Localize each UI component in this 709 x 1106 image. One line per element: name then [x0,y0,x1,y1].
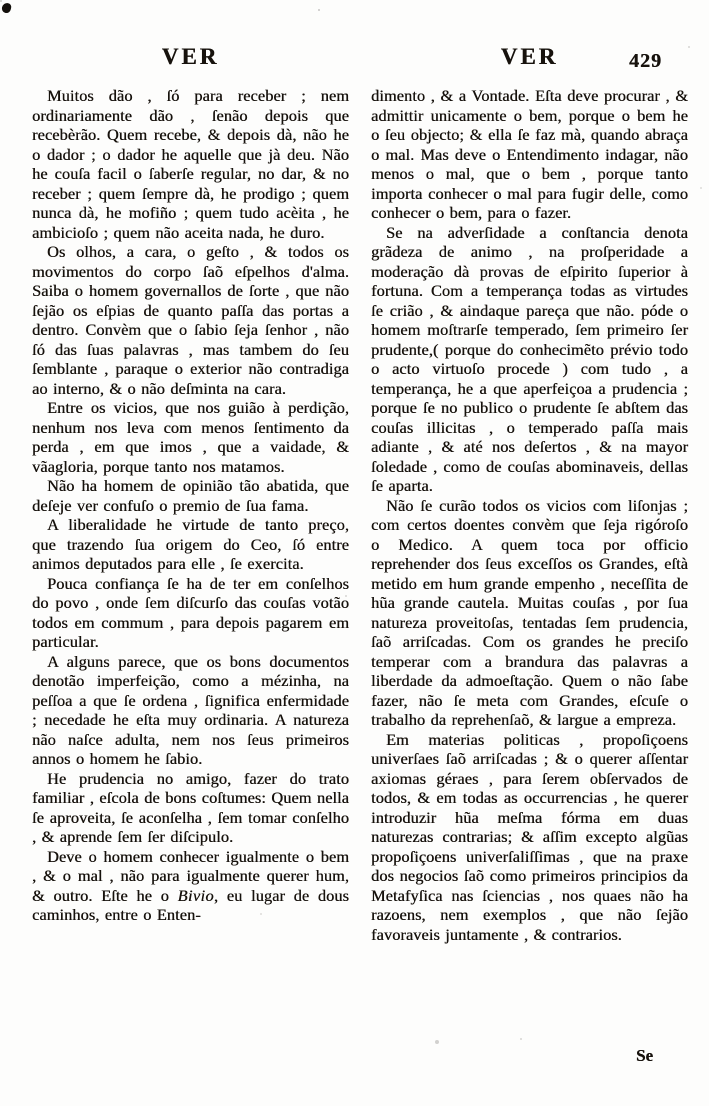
paragraph: Pouca confiança ſe ha de ter em conſelhos do povo , onde ſem diſcurſo das couſas votão todos em commum , para depois pagarem em particular. [32,573,349,651]
paragraph: Muitos dão , ſó para receber ; nem ordinariamente dão , ſenão depois que recebèrão. Quem recebe, & depois dà, não he o dador ; o dador he aquelle que jà deu. Não he couſa facil o ſaberſe regular, no dar, & no receber ; quem ſempre dà, he prodigo ; quem nunca dà, he mofiño ; quem tudo acèita , he ambicioſo ; quem não aceita nada, he duro. [32,86,349,242]
running-title-right-cell [371,44,688,70]
paragraph: A alguns parece, que os bons documentos denotão imperfeição, como a mézinha, na peſſoa a que ſe ordena , ſignifica enfermidade ; necedade he eſta muy ordinaria. A natureza não naſce adulta, nem nos ſeus primeiros annos o homem he ſabio. [32,651,349,768]
text-column-right [371,86,688,944]
paragraph: A liberalidade he virtude de tanto preço, que trazendo ſua origem do Ceo, ſó entre animos deputados para elle , ſe exercita. [32,515,349,573]
paragraph: Se na adverſidade a conſtancia denota grãdeza de animo , na proſperidade a moderação dà provas de eſpirito ſuperior à fortuna. Com a temperança todas as virtudes ſe crião , & aindaque pareça que não. póde o homem moſtrarſe temperado, ſem primeiro ſer prudente,( porque do conhecimẽto prévio todo o acto virtuoſo procede ) com tudo , a temperança, he a que aperfeiçoa a prudencia ; porque ſe no publico o prudente ſe abſtem das couſas illicitas , o temperado paſſa mais adiante , & até nos deſertos , & na mayor ſoledade , como de couſas abominaveis, dellas ſe aparta. [371,222,688,495]
ink-blot [1,2,12,14]
running-title-left: VER [161,44,220,69]
paragraph: dimento , & a Vontade. Eſta deve procurar , & admittir unicamente o bem, porque o bem he o ſeu objecto; & ella ſe faz mà, quando abraça o mal. Mas deve o Entendimento indagar, não menos o mal, que o bem , porque tanto importa conhecer o mal para fugir delle, como conhecer o bem, para o fazer. [371,86,688,222]
catchword: Se [636,1046,653,1065]
page-number: 429 [629,50,662,72]
paragraph: Os olhos, a cara, o geſto , & todos os movimentos do corpo ſaõ eſpelhos d'alma. Saiba o homem governallos de ſorte , que não ſejão os eſpias de quanto paſſa das portas a dentro. Convèm que o ſabio ſeja ſenhor , não ſó das ſuas palavras , mas tambem do ſeu ſemblante , paraque o exterior não contradiga ao interno, & o não deſminta na cara. [32,242,349,398]
paragraph: Entre os vicios, que nos guião à perdição, nenhum nos leva com menos ſentimento da perda , em que imos , que a vaidade, & vãagloria, porque tanto nos matamos. [32,398,349,476]
running-title-right: VER [500,44,559,69]
paragraph: Deve o homem conhecer igualmente o bem , & o mal , não para igualmente querer hum, & outro. Eſte he o Bivio, eu lugar de dous caminhos, entre o Enten- [32,846,349,924]
paragraph: Não ha homem de opinião tão abatida, que deſeje ver confuſo o premio de ſua fama. [32,476,349,515]
paragraph: He prudencia no amigo, fazer do trato familiar , eſcola de bons coſtumes: Quem nella ſe aproveita, ſe aconſelha , ſem tomar conſelho , & aprende ſem ſer diſcipulo. [32,768,349,846]
page-header [32,44,688,70]
paragraph: Em materias politicas , propoſiçoens univerſaes ſaõ arriſcadas ; & o querer aſſentar axiomas géraes , para ſerem obſervados de todos, & em todas as occurrencias , he querer introduzir hũa meſma fórma em duas naturezas contrarias; & aſſim excepto algũas propoſiçoens univerſaliſſimas , que na praxe dos negocios ſaõ como primeiros principios da Metafyſica nas ſciencias , nos quaes não ha razoens, nem exemplos , que não ſejão favoraveis juntamente , & contrarios. [371,729,688,944]
text-column-left [32,86,349,944]
scan-speckles [0,0,2,2]
paragraph: Não ſe curão todos os vicios com liſonjas ; com certos doentes convèm que ſeja rigóroſo o Medico. A quem toca por officio reprehender dos ſeus exceſſos os Grandes, eſtà metido em hum grande empenho , neceſſita de hũa grande cautela. Muitas couſas , por ſua natureza proveitoſas, tentadas ſem prudencia, ſaõ arriſcadas. Com os grandes he preciſo temperar com a brandura das palavras a liberdade da admoeſtação. Quem o não ſabe fazer, não ſe meta com Grandes, eſcuſe o trabalho da reprehenſaõ, & largue a empreza. [371,495,688,729]
text-body [32,86,688,944]
